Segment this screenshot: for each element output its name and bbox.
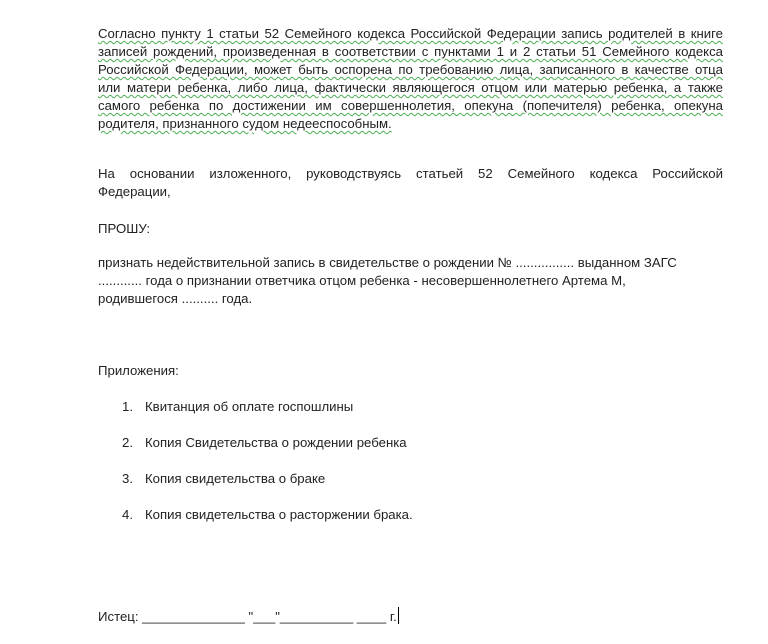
signature-line[interactable] bbox=[98, 607, 399, 626]
list-item-number: 4. bbox=[122, 507, 133, 522]
attachments-heading: Приложения: bbox=[98, 363, 179, 378]
list-item-text: Копия Свидетельства о рождении ребенка bbox=[145, 435, 407, 450]
list-item-text: Копия свидетельства о браке bbox=[145, 471, 326, 486]
paragraph-line: родившегося .......... года. bbox=[98, 291, 253, 306]
paragraph-line: ............ года о признании ответчика отцом ребенка - несовершеннолетнего Артема М, bbox=[98, 273, 626, 288]
paragraph-line: Согласно пункту 1 статьи 52 Семейного кодекса Российской Федерации запись родителей в книге bbox=[98, 26, 723, 41]
list-item-text: Квитанция об оплате госпошлины bbox=[145, 399, 354, 414]
list-item-text: Копия свидетельства о расторжении брака. bbox=[145, 507, 413, 522]
list-item bbox=[122, 398, 353, 416]
list-item bbox=[122, 470, 325, 488]
request-heading: ПРОШУ: bbox=[98, 221, 151, 236]
paragraph-line: На основании изложенного, руководствуясь статьей 52 Семейного кодекса Российской bbox=[98, 166, 723, 181]
paragraph-line: родителя, признанного судом недееспособным. bbox=[98, 116, 392, 131]
list-item-number: 2. bbox=[122, 435, 133, 450]
paragraph-legal-basis bbox=[98, 25, 723, 133]
paragraph-line: Федерации, bbox=[98, 184, 171, 199]
list-item bbox=[122, 506, 413, 524]
paragraph-request bbox=[98, 254, 698, 308]
paragraph-line: признать недействительной запись в свидетельстве о рождении № ................ выданном ЗАГС bbox=[98, 255, 677, 270]
list-item-number: 3. bbox=[122, 471, 133, 486]
paragraph-line: или матери ребенка, либо лица, фактически являющегося отцом или матерью ребенка, а также bbox=[98, 80, 723, 95]
paragraph-line: Российской Федерации, может быть оспорена по требованию лица, записанного в качестве отца bbox=[98, 62, 723, 77]
paragraph-line: самого ребенка по достижении им совершеннолетия, опекуна (попечителя) ребенка, опекуна bbox=[98, 98, 723, 113]
signature-text: Истец: ______________ "___"__________ ____ г. bbox=[98, 609, 397, 624]
list-item bbox=[122, 434, 407, 452]
text-cursor bbox=[398, 607, 399, 624]
paragraph-grounds bbox=[98, 165, 723, 201]
list-item-number: 1. bbox=[122, 399, 133, 414]
paragraph-line: записей рождений, произведенная в соответствии с пунктами 1 и 2 статьи 51 Семейного кодекса bbox=[98, 44, 723, 59]
